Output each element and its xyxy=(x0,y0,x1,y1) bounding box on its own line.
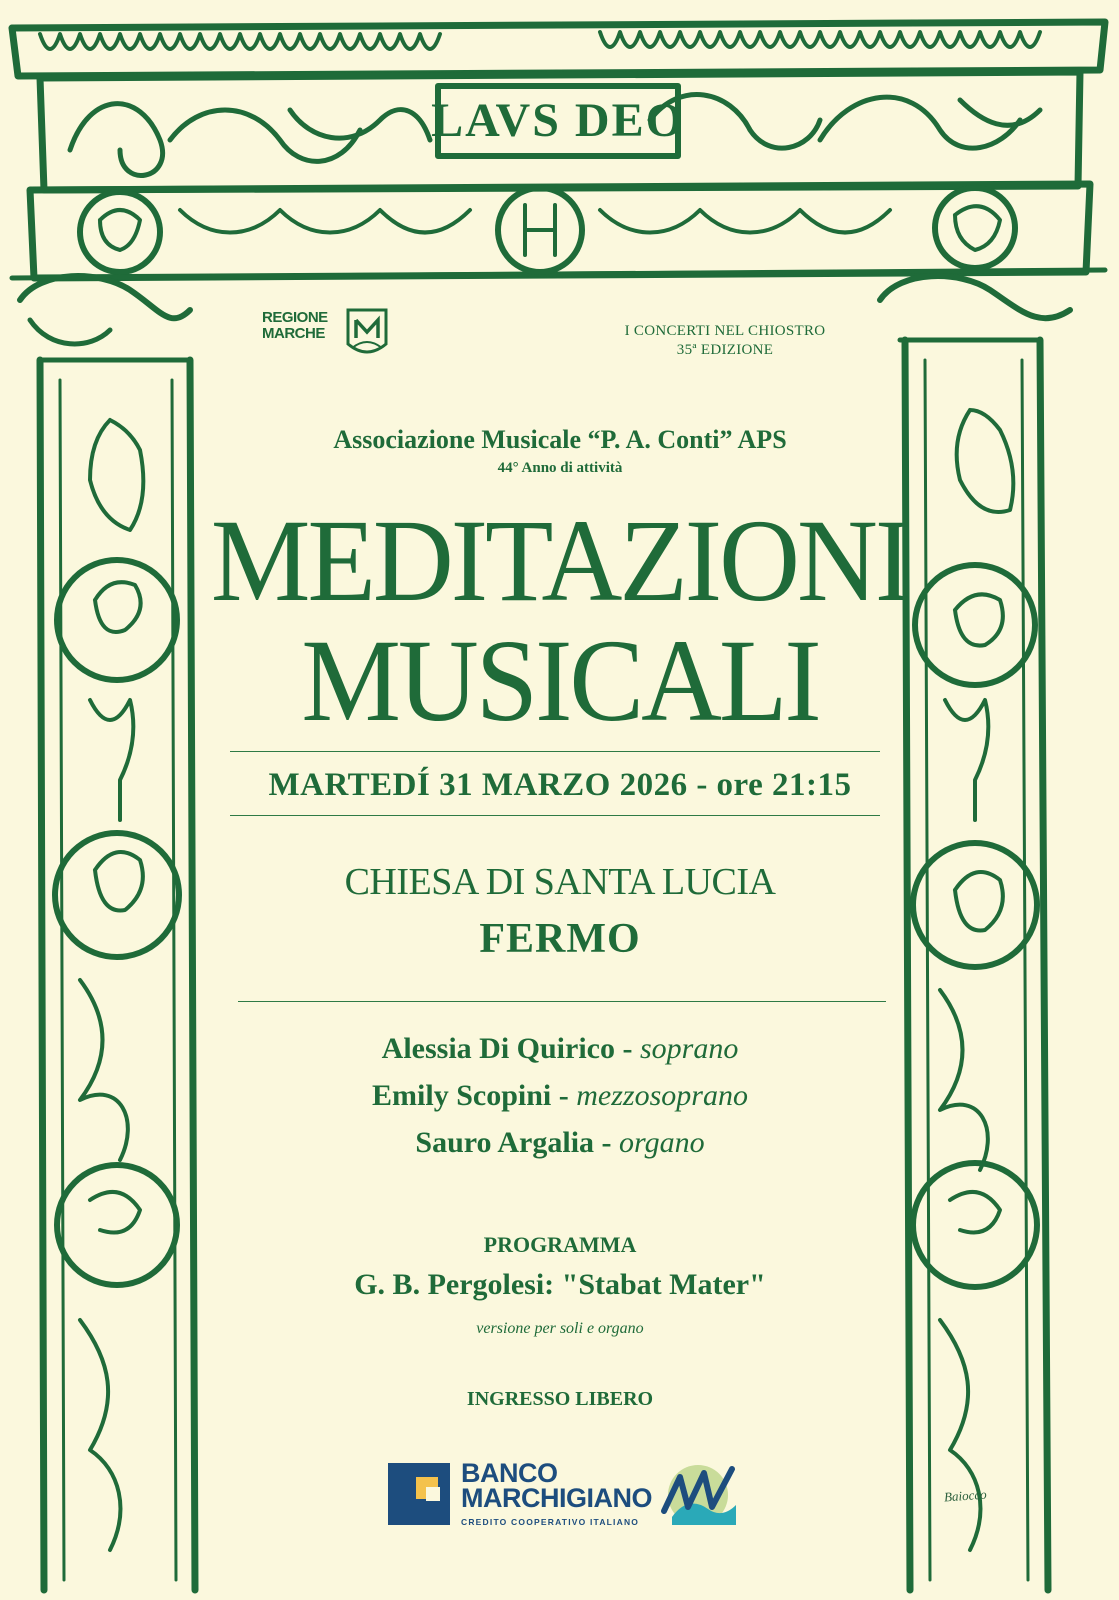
divider-bottom xyxy=(230,815,880,816)
program-note: versione per soli e organo xyxy=(476,1320,644,1337)
event-title-line1: MEDITAZIONI xyxy=(210,495,910,627)
performer-sep: - xyxy=(614,1032,640,1065)
artist-signature: Baiocco xyxy=(943,1486,988,1505)
performer-2 xyxy=(230,1079,890,1113)
performer-role: mezzosoprano xyxy=(576,1079,748,1112)
sponsor-subtitle: CREDITO COOPERATIVO ITALIANO xyxy=(461,1517,640,1527)
performer-name: Emily Scopini xyxy=(372,1079,552,1112)
performer-1 xyxy=(230,1032,890,1066)
concert-series xyxy=(600,322,850,360)
divider-top xyxy=(230,751,880,752)
program-work: G. B. Pergolesi: "Stabat Mater" xyxy=(354,1268,766,1301)
event-title-line2: MUSICALI xyxy=(301,615,819,747)
performer-name: Alessia Di Quirico xyxy=(381,1032,615,1065)
regione-marche-text: REGIONE MARCHE xyxy=(262,309,328,342)
series-edition: 35ª EDIZIONE xyxy=(676,342,774,358)
regione-emblem-icon xyxy=(346,308,388,360)
event-datetime: MARTEDÍ 31 MARZO 2026 - ore 21:15 xyxy=(268,767,852,803)
performer-name: Sauro Argalia xyxy=(415,1126,595,1159)
performer-sep: - xyxy=(594,1126,620,1159)
admission-note: INGRESSO LIBERO xyxy=(466,1388,654,1410)
performer-sep: - xyxy=(551,1079,577,1112)
regione-marche-logo xyxy=(262,308,392,368)
frame-inscription: LAVS DEO xyxy=(431,94,685,147)
sponsor-m-mark-icon xyxy=(658,1461,740,1529)
program-label: PROGRAMMA xyxy=(483,1232,637,1257)
sponsor-square-icon xyxy=(388,1463,450,1525)
performer-role: soprano xyxy=(639,1032,739,1065)
performer-3 xyxy=(230,1126,890,1160)
organizer-name: Associazione Musicale “P. A. Conti” APS xyxy=(333,425,787,454)
series-name: I CONCERTI NEL CHIOSTRO xyxy=(624,323,826,339)
divider-venue xyxy=(238,1001,886,1002)
performer-role: organo xyxy=(619,1126,705,1159)
sponsor-name: BANCO MARCHIGIANO xyxy=(461,1458,652,1513)
organizer-years: 44° Anno di attività xyxy=(497,460,623,476)
event-venue: CHIESA DI SANTA LUCIA xyxy=(344,861,776,903)
event-city: FERMO xyxy=(479,916,641,962)
sponsor-logo xyxy=(388,1458,758,1531)
